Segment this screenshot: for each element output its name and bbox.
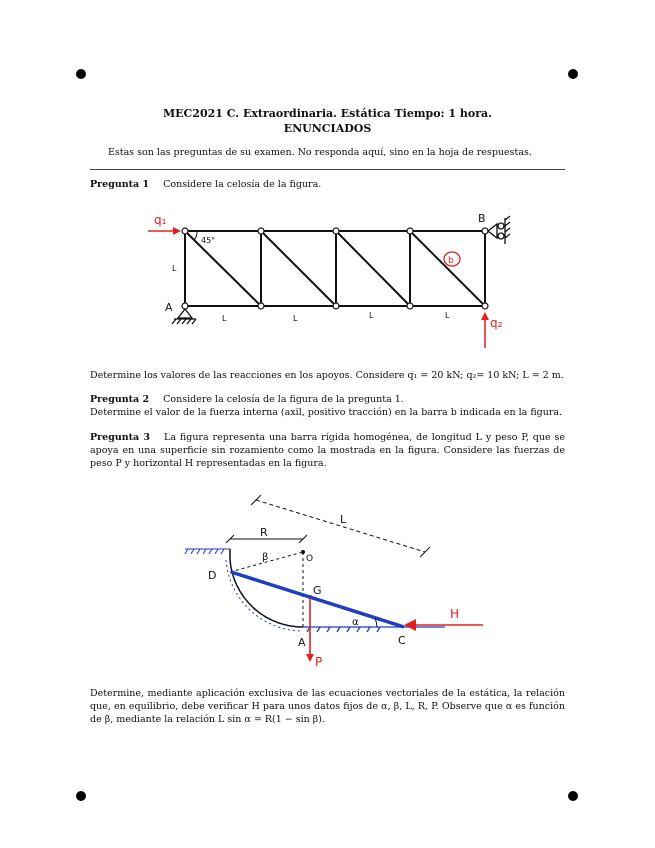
fig1-label-l-4: L <box>445 311 450 320</box>
fig1-label-l-2: L <box>293 314 298 323</box>
fig3-label-a: A <box>298 636 306 649</box>
fig3-label-o: O <box>306 554 314 564</box>
force-h-arrow-icon <box>404 619 483 631</box>
exam-subtitle: ENUNCIADOS <box>283 122 372 135</box>
question-1-label: Pregunta 1 <box>90 179 150 190</box>
fig1-label-l-side: L <box>172 264 177 273</box>
rigid-bar <box>231 572 404 627</box>
fig3-label-c: C <box>398 634 406 647</box>
fig1-label-q1: q₁ <box>154 213 167 227</box>
question-3-statement: Determine, mediante aplicación exclusiva de las ecuaciones vectoriales de la estática, la relación que, en equilibrio, debe verificar H para unos datos fijos de α, β, L, R, P. Observe que α es función de β, mediante la relación L sin α = R(1 − sin β). <box>90 688 565 725</box>
exam-title: MEC2021 C. Extraordinaria. Estática Tiempo: 1 hora. <box>162 107 492 120</box>
question-1-text: Considere la celosía de la figura. <box>163 179 322 190</box>
center-point-o <box>301 550 305 554</box>
fig3-label-alpha: α <box>352 617 359 628</box>
fig1-label-q2: q₂ <box>490 316 503 330</box>
length-dimension-line <box>256 500 425 552</box>
fig3-label-d: D <box>208 569 217 582</box>
fig1-label-a: A <box>165 301 173 314</box>
fig3-label-r: R <box>260 526 268 539</box>
fig1-label-l-3: L <box>369 311 374 320</box>
fig3-label-p: P <box>315 655 323 669</box>
question-2-statement: Determine el valor de la fuerza interna (axil, positivo tracción) en la barra b indicada en la figura. <box>90 407 563 418</box>
fig3-label-beta: β <box>262 552 269 563</box>
fig3-label-l: L <box>340 513 347 526</box>
question-2-text: Considere la celosía de la figura de la pregunta 1. <box>163 394 404 405</box>
fig3-label-h: H <box>450 607 460 621</box>
intro-text: Estas son las preguntas de su examen. No responda aquí, sino en la hoja de respuestas. <box>108 147 532 158</box>
question-3-label: Pregunta 3 <box>90 432 151 443</box>
fig1-label-b-node: B <box>478 212 486 225</box>
question-1-statement: Determine los valores de las reacciones en los apoyos. Considere q₁ = 20 kN; q₂= 10 kN; L = 2 m. <box>90 370 564 381</box>
fig1-label-angle: 45° <box>201 236 216 245</box>
question-3-text: La figura representa una barra rígida homogénea, de longitud L y peso P, que se apoya en una superficie sin rozamiento como la mostrada en la figura. Considere las fuerzas de peso P y horizontal H representadas en la figura. <box>90 432 565 469</box>
question-2-label: Pregunta 2 <box>90 394 150 405</box>
fig1-label-bar-b: b <box>448 256 454 266</box>
force-p-arrow-icon <box>306 598 314 662</box>
fig3-label-g: G <box>313 584 322 597</box>
fig1-label-l-1: L <box>222 314 227 323</box>
